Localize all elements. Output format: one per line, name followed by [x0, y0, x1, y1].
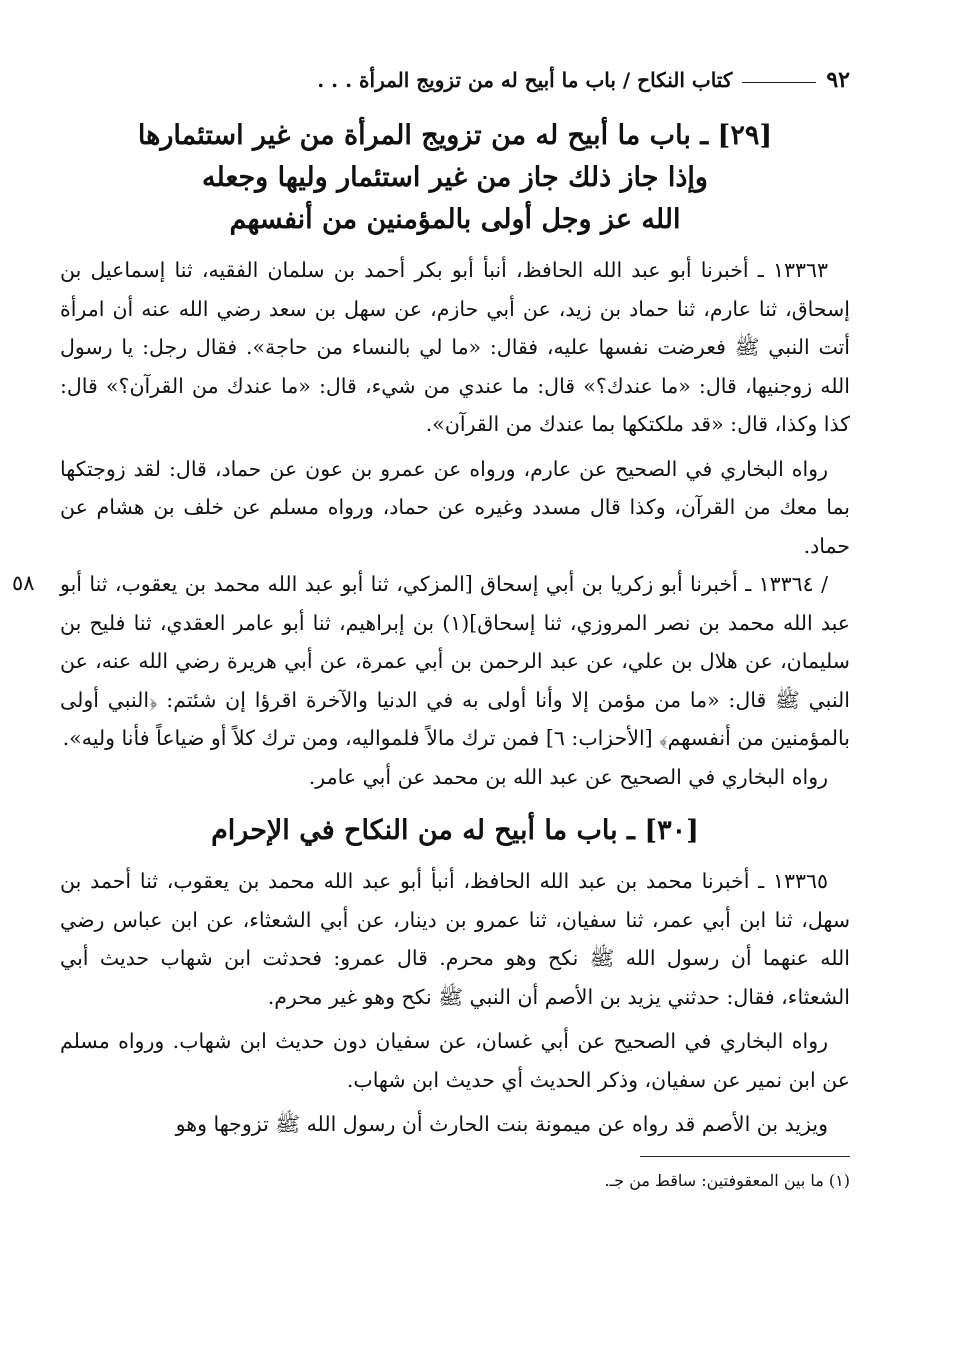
- commentary-13364: رواه البخاري في الصحيح عن عبد الله بن محمد عن أبي عامر.: [308, 764, 828, 789]
- chapter-29-title-line-2: وإذا جاز ذلك جاز من غير استئمار وليها وجعله: [202, 162, 708, 193]
- chapter-29-title-line-3: الله عز وجل أولى بالمؤمنين من أنفسهم: [229, 204, 681, 235]
- running-title: كتاب النكاح / باب ما أبيح له من تزويج المرأة . . .: [317, 68, 733, 92]
- page: [12, 60, 850, 1340]
- hadith-13365: ١٣٣٦٥ ـ أخبرنا محمد بن عبد الله الحافظ، أنبأ أبو عبد الله محمد بن يعقوب، ثنا أحمد بن سهل، ثنا ابن أبي عمر، ثنا سفيان، ثنا عمرو بن دينار، عن أبي الشعثاء، عن ابن عباس رضي الله عنهما أن رسول الله ﷺ نكح وهو محرم. قال عمرو: فحدثت ابن شهاب حديث أبي الشعثاء، فقال: حدثني يزيد بن الأصم أن النبي ﷺ نكح وهو غير محرم.: [60, 869, 850, 1009]
- hadith-13364-block: [12, 565, 850, 758]
- page-number: ٩٢: [826, 67, 850, 93]
- chapter-29-title: [60, 115, 850, 241]
- hadith-13363: ١٣٣٦٣ ـ أخبرنا أبو عبد الله الحافظ، أنبأ أبو بكر أحمد بن سلمان الفقيه، ثنا إسماعيل بن إسحاق، ثنا عارم، ثنا حماد بن زيد، عن أبي حازم، عن سهل بن سعد رضي الله عنه أن امرأة أتت النبي ﷺ فعرضت نفسها عليه، فقال: «ما لي بالنساء من حاجة». فقال رجل: يا رسول الله زوجنيها، قال: «ما عندك؟» قال: ما عندي من شيء، قال: «ما عندك من القرآن؟» قال: كذا وكذا، قال: «قد ملكتكها بما عندك من القرآن».: [60, 258, 850, 436]
- chapter-29-title-line-1: [٢٩] ـ باب ما أبيح له من تزويج المرأة من غير استئمارها: [137, 120, 773, 151]
- hadith-13364: / ١٣٣٦٤ ـ أخبرنا أبو زكريا بن أبي إسحاق [المزكي، ثنا أبو عبد الله محمد بن يعقوب، ثنا أبو عبد الله محمد بن نصر المروزي، ثنا إسحاق](١) بن إبراهيم، ثنا أبو عامر العقدي، ثنا فليح بن سليمان، عن هلال بن علي، عن عبد الرحمن بن أبي عمرة، عن أبي هريرة رضي الله عنه، عن النبي ﷺ قال: «ما من مؤمن إلا وأنا أولى به في الدنيا والآخرة اقرؤا إن شئتم: ﴿النبي أولى بالمؤمنين من أنفسهم﴾ [الأحزاب: ٦] فمن ترك مالاً فلمواليه، ومن ترك كلاً أو ضياعاً فأنا وليه».: [60, 572, 850, 750]
- margin-reference: ٥٨: [12, 571, 35, 595]
- footnote-rule: [640, 1156, 850, 1157]
- footnote: (١) ما بين المعقوفتين: ساقط من جـ.: [604, 1170, 850, 1190]
- chapter-30-title-line: [٣٠] ـ باب ما أبيح له من النكاح في الإحرام: [211, 815, 699, 846]
- continuation-text: ويزيد بن الأصم قد رواه عن ميمونة بنت الحارث أن رسول الله ﷺ تزوجها وهو: [175, 1112, 828, 1136]
- commentary-13365: رواه البخاري في الصحيح عن أبي غسان، عن سفيان دون حديث ابن شهاب. ورواه مسلم عن ابن نمير عن سفيان، وذكر الحديث أي حديث ابن شهاب.: [60, 1029, 850, 1092]
- commentary-13363: رواه البخاري في الصحيح عن عارم، ورواه عن عمرو بن عون عن حماد، قال: لقد زوجتكها بما معك من القرآن، وكذا قال مسدد وغيره عن حماد، ورواه مسلم عن خلف بن هشام عن حماد.: [60, 456, 850, 558]
- running-header: [60, 60, 850, 101]
- header-rule: [742, 82, 816, 83]
- chapter-30-title: [60, 810, 850, 852]
